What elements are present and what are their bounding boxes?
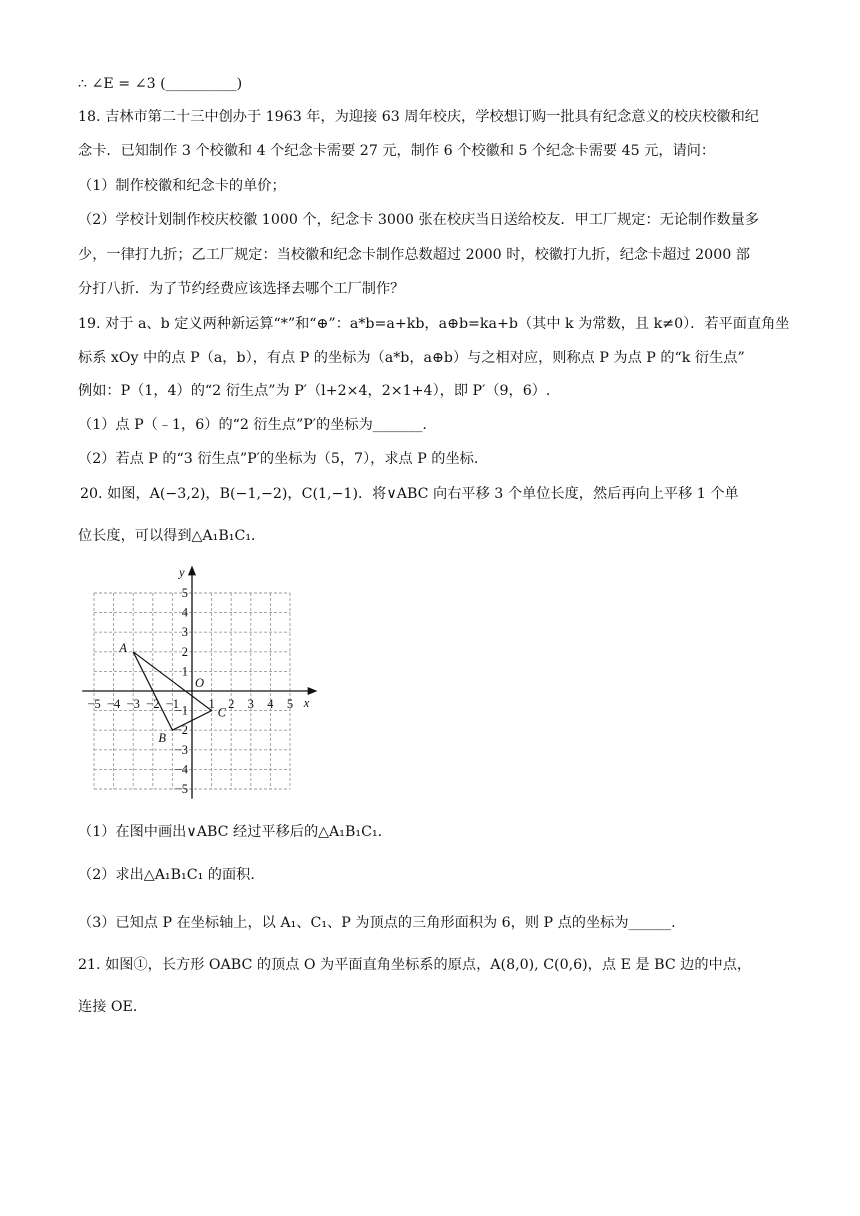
q20-part3: （3）已知点 P 在坐标轴上，以 A₁、C₁、P 为顶点的三角形面积为 6，则 P 点的坐标为______. [78, 915, 676, 931]
q19-part1: （1）点 P（﹣1，6）的“2 衍生点”P′的坐标为_______. [78, 417, 427, 433]
x-tick-label: −3 [126, 697, 140, 711]
q21-line1: 21. 如图①，长方形 OABC 的顶点 O 为平面直角坐标系的原点，A(8,0), C(0,6)，点 E 是 BC 边的中点， [78, 957, 752, 973]
x-tick-label: −4 [106, 697, 121, 711]
y-axis-arrow [188, 566, 196, 576]
y-tick-label: −4 [174, 762, 188, 777]
q21-line2: 连接 OE． [78, 999, 148, 1015]
q20-part2: （2）求出△A₁B₁C₁ 的面积. [78, 867, 255, 883]
q18-part1: （1）制作校徽和纪念卡的单价； [78, 178, 286, 194]
y-tick-label: −5 [174, 782, 188, 796]
y-tick-label: 5 [181, 586, 188, 600]
q19-line2: 标系 xOy 中的点 P（a，b），有点 P 的坐标为（a*b，a⊕b）与之相对应，则称点 P 为点 P 的“k 衍生点” [78, 350, 745, 366]
q20-line1: 20. 如图，A(−3,2)，B(−1,−2)，C(1,−1)．将∨ABC 向右平移 3 个单位长度，然后再向上平移 1 个单 [80, 486, 739, 502]
y-tick-label: −1 [174, 703, 188, 718]
q19-line1: 19. 对于 a、b 定义两种新运算“*”和“⊕”：a*b=a+kb，a⊕b=ka+b（其中 k 为常数，且 k≠0）．若平面直角坐 [78, 316, 790, 332]
x-tick-label: −1 [165, 697, 180, 711]
x-tick-label: 5 [286, 697, 294, 711]
x-axis-label: x [303, 696, 310, 710]
y-tick-label: 3 [181, 625, 188, 640]
point-label-a: A [119, 640, 127, 655]
q20-line2: 位长度，可以得到△A₁B₁C₁． [78, 528, 266, 544]
q19-part2: （2）若点 P 的“3 衍生点”P′的坐标为（5，7），求点 P 的坐标. [78, 451, 479, 467]
y-tick-label: −3 [174, 742, 188, 757]
axes [82, 565, 317, 798]
q18-line2: 念卡．已知制作 3 个校徽和 4 个纪念卡需要 27 元，制作 6 个校徽和 5 个纪念卡需要 45 元，请问： [78, 143, 716, 159]
coordinate-grid-figure [70, 560, 320, 800]
x-tick-label: −2 [146, 697, 160, 711]
q19-line3: 例如：P（1，4）的“2 衍生点”为 P′（l+2×4，2×1+4），即 P′（9，6）. [78, 383, 551, 399]
therefore-text: ∴ ∠E = ∠3 (__________) [78, 76, 243, 92]
y-axis-label: y [179, 565, 185, 580]
q18-part2-line1: （2）学校计划制作校庆校徽 1000 个，纪念卡 3000 张在校庆当日送给校友．甲工厂规定：无论制作数量多 [78, 212, 759, 228]
x-tick-label: 1 [208, 697, 215, 711]
point-label-b: B [158, 731, 167, 746]
x-tick-label: −5 [87, 697, 101, 711]
q20-part1: （1）在图中画出∨ABC 经过平移后的△A₁B₁C₁． [78, 824, 392, 840]
point-label-c: C [217, 705, 226, 720]
origin-label: O [195, 676, 205, 690]
q18-line1: 18. 吉林市第二十三中创办于 1963 年，为迎接 63 周年校庆，学校想订购一批具有纪念意义的校庆校徽和纪 [78, 109, 759, 125]
x-axis-arrow [308, 687, 318, 695]
y-tick-label: 4 [181, 605, 188, 620]
y-tick-label: −2 [174, 723, 188, 738]
y-tick-label: 2 [181, 644, 188, 659]
q18-part2-line3: 分打八折．为了节约经费应该选择去哪个工厂制作？ [78, 281, 405, 297]
q18-part2-line2: 少，一律打九折；乙工厂规定：当校徽和纪念卡制作总数超过 2000 时，校徽打九折，纪念卡超过 2000 部 [78, 247, 750, 263]
y-tick-label: 1 [181, 664, 188, 679]
therefore-line [78, 74, 798, 94]
x-tick-label: 3 [247, 697, 254, 711]
x-tick-label: 4 [267, 697, 274, 711]
x-tick-label: 2 [228, 697, 235, 711]
